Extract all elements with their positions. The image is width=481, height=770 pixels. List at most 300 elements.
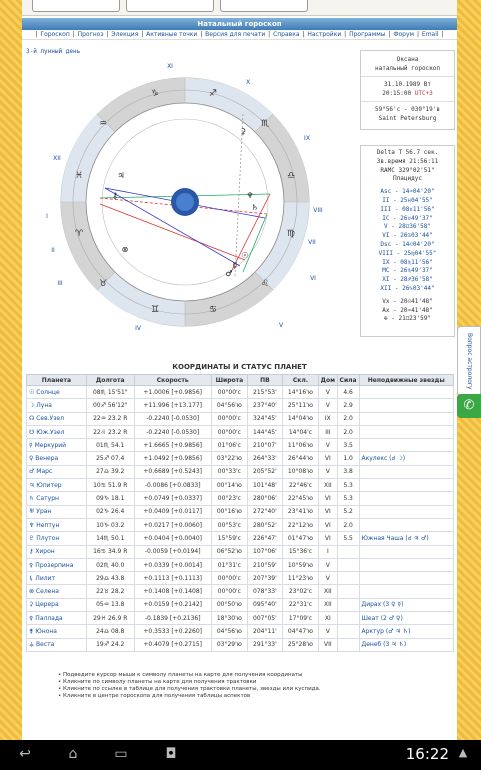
longitude: 29♓ 26.9 R bbox=[86, 612, 134, 625]
latitude: 06°52'ю bbox=[211, 545, 247, 558]
longitude: 02♏ 40.0 bbox=[86, 558, 134, 571]
longitude: 27♎ 39.2 bbox=[86, 465, 134, 478]
menu-help[interactable]: Справка bbox=[273, 31, 300, 38]
latitude: 04°56'ю bbox=[211, 625, 247, 638]
ra: 291°33' bbox=[248, 638, 283, 651]
declination: 01°47'ю bbox=[282, 532, 318, 545]
declination: 22°12'ю bbox=[282, 518, 318, 531]
birth-time-row bbox=[361, 89, 454, 98]
declination: 25°28'ю bbox=[282, 638, 318, 651]
part-of-fortune: ⊕ - 21♊23'59" bbox=[384, 315, 431, 323]
recent-apps-icon[interactable]: ▭ bbox=[114, 746, 128, 762]
main-menu: | Гороскоп | Прогноз | Элекция | Активные точки | Версия для печати | Справка | Настройки | Программы | Форум | Email | bbox=[22, 30, 457, 40]
note-1: • Подведите курсор мыши к символу планеты на карте для получения координаты bbox=[58, 672, 303, 678]
natal-chart-wheel[interactable] bbox=[30, 52, 370, 344]
speed: +0.3533 [+0.2260] bbox=[134, 625, 211, 638]
longitude: 10♑ 03.2 bbox=[86, 518, 134, 531]
svg-text:♍: ♍ bbox=[286, 229, 296, 239]
strength bbox=[337, 558, 359, 571]
longitude: 19♐ 24.2 bbox=[86, 638, 134, 651]
antivertex: Ax - 20♒41'48" bbox=[382, 306, 433, 314]
longitude: 22♉ 28.2 bbox=[86, 585, 134, 598]
speed: -0.0059 [+0.0194] bbox=[134, 545, 211, 558]
chart-svg bbox=[30, 52, 360, 344]
menu-election[interactable]: Элекция bbox=[111, 31, 139, 38]
fixed-star[interactable]: Шеат (2 ♂ ♀) bbox=[359, 612, 453, 625]
strength: 2.0 bbox=[337, 518, 359, 531]
latitude: 00°50'ю bbox=[211, 598, 247, 611]
planet-name[interactable]: ⚸ Лилит bbox=[27, 572, 87, 585]
latitude: 00°00'с bbox=[211, 412, 247, 425]
declination: 10°08'ю bbox=[282, 465, 318, 478]
house: V bbox=[319, 558, 338, 571]
house-label-ii: II bbox=[51, 247, 55, 254]
speed: +0.0159 [+0.2142] bbox=[134, 598, 211, 611]
planet-name[interactable]: ♆ Нептун bbox=[27, 518, 87, 531]
strength: 5.3 bbox=[337, 492, 359, 505]
longitude: 16♋ 34.9 R bbox=[86, 545, 134, 558]
table-row bbox=[27, 545, 454, 558]
latitude: 00°33'с bbox=[211, 465, 247, 478]
col-declination: Скл. bbox=[282, 375, 318, 386]
planet-name[interactable]: ⚵ Юнона bbox=[27, 625, 87, 638]
house: III bbox=[319, 425, 338, 438]
note-3: • Кликните по ссылке в таблице для получения трактовки планеты, звезды или куспида. bbox=[58, 686, 321, 692]
cusp-ic[interactable]: IC - 26♉49'37" bbox=[382, 214, 433, 222]
strength: 3.8 bbox=[337, 465, 359, 478]
planet-neptune-icon[interactable]: ♆ bbox=[246, 191, 254, 200]
house-label-v: V bbox=[278, 322, 284, 329]
house: IX bbox=[319, 412, 338, 425]
latitude: 01°31'с bbox=[211, 558, 247, 571]
cusp-iii[interactable]: III - 08♉11'56" bbox=[380, 205, 435, 213]
ra: 007°05' bbox=[248, 612, 283, 625]
declination: 10°59'ю bbox=[282, 558, 318, 571]
house-cusps-box bbox=[360, 145, 455, 337]
speed: +0.1113 [+0.1113] bbox=[134, 572, 211, 585]
latitude: 00°00'с bbox=[211, 572, 247, 585]
longitude: 29♎ 43.8 bbox=[86, 572, 134, 585]
declination: 11°06'ю bbox=[282, 439, 318, 452]
cusp-vi[interactable]: VI - 26♋03'44" bbox=[382, 232, 433, 240]
speed: +0.4079 [+0.2715] bbox=[134, 638, 211, 651]
cusp-xi[interactable]: XI - 28♐36'58" bbox=[382, 276, 433, 284]
house: V bbox=[319, 439, 338, 452]
house-label-iii: III bbox=[57, 280, 63, 287]
table-row bbox=[27, 598, 454, 611]
house: V bbox=[319, 625, 338, 638]
col-strength: Сила bbox=[337, 375, 359, 386]
ra: 107°06' bbox=[248, 545, 283, 558]
menu-forum[interactable]: Форум bbox=[393, 31, 415, 38]
planet-name[interactable]: ⚷ Хирон bbox=[27, 545, 87, 558]
ra: 205°52' bbox=[248, 465, 283, 478]
page-background-left bbox=[0, 0, 22, 740]
declination: 22°31'с bbox=[282, 598, 318, 611]
house: V bbox=[319, 572, 338, 585]
top-button-bar bbox=[22, 0, 457, 16]
table-row bbox=[27, 572, 454, 585]
latitude: 00°53'с bbox=[211, 518, 247, 531]
note-4: • Кликните в центре гороскопа для получения таблицы аспектов bbox=[58, 693, 251, 699]
top-button-1[interactable] bbox=[32, 0, 120, 12]
house-label-viii: VIII bbox=[313, 207, 323, 214]
latitude: 00°00'с bbox=[211, 386, 247, 399]
table-row bbox=[27, 452, 454, 465]
ra: 215°53' bbox=[248, 386, 283, 399]
house: XI bbox=[319, 612, 338, 625]
speed: +0.1408 [+0.1408] bbox=[134, 585, 211, 598]
home-icon[interactable]: ⌂ bbox=[68, 746, 78, 762]
house: VI bbox=[319, 532, 338, 545]
table-row bbox=[27, 518, 454, 531]
house-system: Плацидус bbox=[393, 175, 422, 183]
vertex: Vx - 20♌41'48" bbox=[382, 297, 433, 305]
declination: 17°09'с bbox=[282, 612, 318, 625]
planet-name[interactable]: ♇ Плутон bbox=[27, 532, 87, 545]
cusp-viii[interactable]: VIII - 25♍04'55" bbox=[378, 249, 437, 257]
fixed-star[interactable] bbox=[359, 505, 453, 518]
birth-city: Saint Petersburg bbox=[378, 115, 437, 122]
fixed-star[interactable]: Арктур (♂ ♃ ♄) bbox=[359, 625, 453, 638]
speed: -0.2240 [-0.0530] bbox=[134, 412, 211, 425]
svg-text:♌: ♌ bbox=[260, 279, 270, 289]
declination: 14°04'с bbox=[282, 425, 318, 438]
speed: +0.0404 [+0.0040] bbox=[134, 532, 211, 545]
fixed-star[interactable] bbox=[359, 492, 453, 505]
page-title: Натальный гороскоп bbox=[22, 18, 457, 30]
table-title: КООРДИНАТЫ И СТАТУС ПЛАНЕТ bbox=[172, 363, 307, 371]
table-row bbox=[27, 412, 454, 425]
table-row bbox=[27, 386, 454, 399]
ra: 204°11' bbox=[248, 625, 283, 638]
house: XII bbox=[319, 479, 338, 492]
planet-name[interactable]: ⚶ Веста bbox=[27, 638, 87, 651]
latitude: 03°29'ю bbox=[211, 638, 247, 651]
cusp-dsc[interactable]: Dsc - 14♌04'20" bbox=[380, 240, 435, 248]
birth-coords: 59°56'с - 030°19'в bbox=[361, 101, 454, 114]
house-label-ix: IX bbox=[304, 135, 310, 142]
planet-ceres-icon[interactable]: ⚳ bbox=[240, 127, 246, 136]
delta-t: Delta T 56.7 сек. bbox=[376, 149, 439, 156]
col-latitude: Широта bbox=[211, 375, 247, 386]
house: XII bbox=[319, 598, 338, 611]
latitude: 18°30'ю bbox=[211, 612, 247, 625]
speed: +0.0217 [+0.0060] bbox=[134, 518, 211, 531]
planet-name[interactable]: ♄ Сатурн bbox=[27, 492, 87, 505]
planet-name[interactable]: ⚴ Паллада bbox=[27, 612, 87, 625]
declination: 14°04'ю bbox=[282, 412, 318, 425]
table-row bbox=[27, 558, 454, 571]
planet-chiron-icon[interactable]: ⚷ bbox=[112, 191, 118, 200]
ra: 264°33' bbox=[248, 452, 283, 465]
fixed-star[interactable] bbox=[359, 412, 453, 425]
strength: 1.0 bbox=[337, 452, 359, 465]
screenshot-icon[interactable]: ◘ bbox=[165, 746, 177, 762]
declination: 23°02'с bbox=[282, 585, 318, 598]
svg-text:♓: ♓ bbox=[74, 171, 84, 181]
speed: +1.0006 [+0.9856] bbox=[134, 386, 211, 399]
latitude: 00°23'с bbox=[211, 492, 247, 505]
planet-saturn-icon[interactable]: ♄ bbox=[251, 203, 259, 212]
svg-text:♋: ♋ bbox=[208, 305, 218, 315]
menu-horoscope[interactable]: Гороскоп bbox=[40, 31, 70, 38]
strength bbox=[337, 598, 359, 611]
fixed-star[interactable]: Акулекс (☌ ☽) bbox=[359, 452, 453, 465]
house: VI bbox=[319, 505, 338, 518]
ra: 144°45' bbox=[248, 425, 283, 438]
planet-name[interactable]: ♃ Юпитер bbox=[27, 479, 87, 492]
planet-name[interactable]: ☿ Меркурий bbox=[27, 439, 87, 452]
ra: 095°40' bbox=[248, 598, 283, 611]
strength bbox=[337, 585, 359, 598]
menu-programs[interactable]: Программы bbox=[349, 31, 386, 38]
latitude: 04°56'ю bbox=[211, 399, 247, 412]
speed: -0.2240 [-0.0530] bbox=[134, 425, 211, 438]
longitude: 00♐ 56'12" bbox=[86, 399, 134, 412]
table-row bbox=[27, 425, 454, 438]
planet-mars-icon[interactable]: ♂ bbox=[225, 269, 233, 278]
strength: 5.3 bbox=[337, 479, 359, 492]
svg-text:♒: ♒ bbox=[98, 119, 108, 129]
ra: 280°52' bbox=[248, 518, 283, 531]
android-nav-bar bbox=[0, 740, 481, 770]
fixed-star[interactable]: Дирах (3 ♀ ☿) bbox=[359, 598, 453, 611]
menu-forecast[interactable]: Прогноз bbox=[77, 31, 104, 38]
cusp-ix[interactable]: IX - 08♏11'56" bbox=[382, 258, 433, 266]
latitude: 00°14'ю bbox=[211, 479, 247, 492]
longitude: 10♋ 51.9 R bbox=[86, 479, 134, 492]
fixed-star[interactable] bbox=[359, 425, 453, 438]
table-row bbox=[27, 399, 454, 412]
fixed-star[interactable]: Денеб (3 ♃ ♄) bbox=[359, 638, 453, 651]
fixed-star[interactable] bbox=[359, 465, 453, 478]
back-icon[interactable]: ↩ bbox=[19, 746, 31, 762]
fixed-star[interactable] bbox=[359, 585, 453, 598]
house-label-vi: VI bbox=[310, 275, 316, 282]
house: V bbox=[319, 465, 338, 478]
ramc: RAMC 329°02'51" bbox=[380, 166, 435, 174]
table-row bbox=[27, 625, 454, 638]
fixed-star[interactable] bbox=[359, 479, 453, 492]
house-label-xi: XI bbox=[167, 63, 173, 70]
house: XII bbox=[319, 585, 338, 598]
house-label-iv: IV bbox=[135, 325, 141, 332]
cusp-mc[interactable]: MC - 26♏49'37" bbox=[382, 267, 433, 275]
speed: +11.996 [+13.177] bbox=[134, 399, 211, 412]
house: VI bbox=[319, 518, 338, 531]
strength bbox=[337, 612, 359, 625]
strength bbox=[337, 625, 359, 638]
longitude: 01♏ 54.1 bbox=[86, 439, 134, 452]
lunar-day: 3-й лунный день bbox=[26, 48, 81, 55]
declination: 11°23'ю bbox=[282, 572, 318, 585]
fixed-star[interactable] bbox=[359, 399, 453, 412]
ra: 207°39' bbox=[248, 572, 283, 585]
strength: 2.0 bbox=[337, 425, 359, 438]
declination: 14°16'ю bbox=[282, 386, 318, 399]
longitude: 22♒ 23.2 R bbox=[86, 412, 134, 425]
fixed-star[interactable] bbox=[359, 439, 453, 452]
table-row bbox=[27, 439, 454, 452]
latitude: 03°22'ю bbox=[211, 452, 247, 465]
speed: +0.0339 [+0.0014] bbox=[134, 558, 211, 571]
ra: 210°59' bbox=[248, 558, 283, 571]
house-label-i: I bbox=[46, 213, 48, 220]
top-button-3[interactable] bbox=[220, 0, 308, 12]
menu-settings[interactable]: Настройки bbox=[307, 31, 342, 38]
svg-text:♈: ♈ bbox=[74, 229, 84, 239]
menu-active-points[interactable]: Активные точки bbox=[146, 31, 198, 38]
top-button-2[interactable] bbox=[126, 0, 214, 12]
chart-info-box bbox=[360, 50, 455, 130]
planet-jupiter-icon[interactable]: ♃ bbox=[117, 171, 125, 180]
ask-astrologer-tab[interactable]: Вопрос астрологу bbox=[457, 326, 481, 396]
ra: 280°06' bbox=[248, 492, 283, 505]
longitude: 14♏ 50.1 bbox=[86, 532, 134, 545]
help-notes bbox=[58, 672, 321, 700]
strength bbox=[337, 638, 359, 651]
ra: 237°40' bbox=[248, 399, 283, 412]
declination: 22°45'ю bbox=[282, 492, 318, 505]
declination: 22°46'с bbox=[282, 479, 318, 492]
planet-name[interactable]: ⚳ Церера bbox=[27, 598, 87, 611]
cusp-v[interactable]: V - 28♊36'58" bbox=[384, 223, 431, 231]
cusp-ii[interactable]: II - 25♓04'55" bbox=[382, 196, 433, 204]
person-name: Оксана bbox=[396, 56, 419, 63]
house: I bbox=[319, 545, 338, 558]
strength bbox=[337, 545, 359, 558]
table-row bbox=[27, 585, 454, 598]
planet-name[interactable]: ☽ Луна bbox=[27, 399, 87, 412]
table-row bbox=[27, 638, 454, 651]
svg-text:♑: ♑ bbox=[150, 89, 160, 99]
house-label-xii: XII bbox=[53, 155, 61, 162]
ra: 078°33' bbox=[248, 585, 283, 598]
planet-name[interactable]: ♀ Венера bbox=[27, 452, 87, 465]
birth-time: 20:15:00 bbox=[382, 90, 412, 97]
svg-text:♉: ♉ bbox=[98, 279, 108, 289]
sidereal-time: Зв.время 21:56:11 bbox=[376, 157, 439, 165]
house: V bbox=[319, 386, 338, 399]
planet-selena-icon[interactable]: ⊗ bbox=[121, 245, 129, 254]
signal-icon: ▲ bbox=[458, 746, 468, 759]
svg-text:♎: ♎ bbox=[286, 171, 296, 181]
fixed-star[interactable] bbox=[359, 518, 453, 531]
planet-name[interactable]: ☊ Сев.Узел bbox=[27, 412, 87, 425]
cusp-asc[interactable]: Asc - 14♒04'20" bbox=[380, 188, 435, 196]
page-content bbox=[22, 0, 457, 740]
table-row bbox=[27, 492, 454, 505]
speed: +1.6665 [+0.9856] bbox=[134, 439, 211, 452]
speed: +0.0409 [+0.0117] bbox=[134, 505, 211, 518]
ra: 324°45' bbox=[248, 412, 283, 425]
planet-name[interactable]: ☉ Солнце bbox=[27, 386, 87, 399]
ra: 101°48' bbox=[248, 479, 283, 492]
fixed-star[interactable] bbox=[359, 572, 453, 585]
latitude: 00°00'с bbox=[211, 425, 247, 438]
planet-name[interactable]: ☋ Юж.Узел bbox=[27, 425, 87, 438]
strength: 5.5 bbox=[337, 532, 359, 545]
planets-table bbox=[26, 374, 454, 652]
strength: 3.5 bbox=[337, 439, 359, 452]
longitude: 25♐ 07.4 bbox=[86, 452, 134, 465]
planet-name[interactable]: ♂ Марс bbox=[27, 465, 87, 478]
status-clock: 16:22 bbox=[405, 745, 449, 763]
svg-text:♊: ♊ bbox=[150, 305, 160, 315]
menu-print-version[interactable]: Версия для печати bbox=[205, 31, 266, 38]
latitude: 01°06'с bbox=[211, 439, 247, 452]
strength bbox=[337, 572, 359, 585]
declination: 23°41'ю bbox=[282, 505, 318, 518]
col-ra: ПВ bbox=[248, 375, 283, 386]
table-row bbox=[27, 612, 454, 625]
svg-text:♐: ♐ bbox=[208, 89, 218, 99]
col-house: Дом bbox=[319, 375, 338, 386]
cusp-xii[interactable]: XII - 26♑03'44" bbox=[380, 284, 435, 292]
planet-name[interactable]: ♅ Уран bbox=[27, 505, 87, 518]
longitude: 08♏ 15'51" bbox=[86, 386, 134, 399]
planet-mercury-icon[interactable]: ☿ bbox=[232, 261, 238, 270]
fixed-star[interactable] bbox=[359, 558, 453, 571]
strength: 2.0 bbox=[337, 412, 359, 425]
svg-text:♏: ♏ bbox=[260, 119, 270, 129]
house-label-vii: VII bbox=[308, 239, 316, 246]
fixed-star[interactable]: Южная Чаша (☌ ♃ ♂) bbox=[359, 532, 453, 545]
fixed-star[interactable] bbox=[359, 386, 453, 399]
ra: 210°07' bbox=[248, 439, 283, 452]
house: VI bbox=[319, 452, 338, 465]
table-row bbox=[27, 505, 454, 518]
note-2: • Кликните по символу планеты на карте для получения трактовки bbox=[58, 679, 257, 685]
ra: 272°40' bbox=[248, 505, 283, 518]
declination: 04°47'ю bbox=[282, 625, 318, 638]
birth-date: 31.10.1989 Вт bbox=[361, 76, 454, 89]
strength: 4.6 bbox=[337, 386, 359, 399]
table-row bbox=[27, 532, 454, 545]
longitude: 22♌ 23.2 R bbox=[86, 425, 134, 438]
house: V bbox=[319, 399, 338, 412]
phone-icon[interactable]: ✆ bbox=[457, 394, 481, 418]
planet-name[interactable]: ⊗ Селена bbox=[27, 585, 87, 598]
strength: 2.9 bbox=[337, 399, 359, 412]
house: VII bbox=[319, 638, 338, 651]
chart-type: натальный гороскоп bbox=[374, 65, 441, 72]
col-planet: Планета bbox=[27, 375, 87, 386]
declination: 25°11'ю bbox=[282, 399, 318, 412]
speed: +0.0749 [+0.0337] bbox=[134, 492, 211, 505]
latitude: 00°16'ю bbox=[211, 505, 247, 518]
longitude: 05♒ 13.8 bbox=[86, 598, 134, 611]
ra: 226°47' bbox=[248, 532, 283, 545]
speed: -0.1839 [+0.2136] bbox=[134, 612, 211, 625]
strength: 5.2 bbox=[337, 505, 359, 518]
longitude: 24♎ 08.8 bbox=[86, 625, 134, 638]
house-label-x: X bbox=[245, 79, 251, 86]
col-speed: Скорость bbox=[134, 375, 211, 386]
table-header-row bbox=[27, 375, 454, 386]
menu-email[interactable]: Email bbox=[421, 31, 439, 38]
declination: 26°44'ю bbox=[282, 452, 318, 465]
longitude: 09♑ 18.1 bbox=[86, 492, 134, 505]
timezone: UTC+3 bbox=[414, 90, 433, 97]
speed: -0.0086 [+0.0833] bbox=[134, 479, 211, 492]
speed: +1.0492 [+0.9856] bbox=[134, 452, 211, 465]
latitude: 15°59'с bbox=[211, 532, 247, 545]
planet-name[interactable]: ⚴ Прозерпина bbox=[27, 558, 87, 571]
planet-sun-icon[interactable]: ☉ bbox=[241, 251, 249, 260]
fixed-star[interactable] bbox=[359, 545, 453, 558]
